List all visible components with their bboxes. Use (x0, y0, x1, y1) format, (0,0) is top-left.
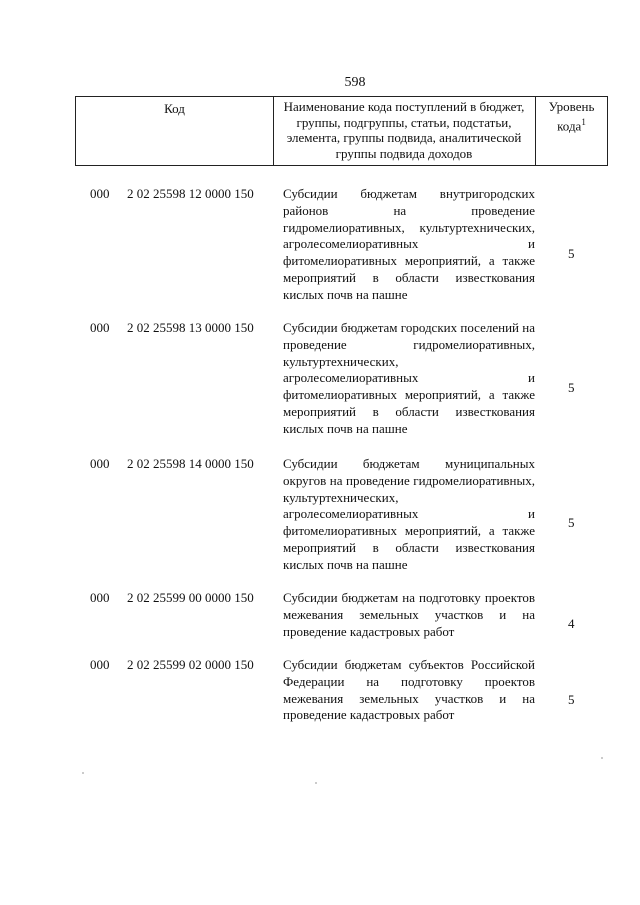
admin-code: 000 (90, 590, 110, 605)
header-name-cell (273, 97, 536, 165)
code-level: 5 (568, 515, 575, 530)
code-name: Субсидии бюджетам субъектов Российской Федерации на подготовку проектов межевания земельных участков и на проведение кадастровых работ (283, 657, 535, 723)
admin-code: 000 (90, 186, 110, 201)
code-name: Субсидии бюджетам муниципальных округов на проведение гидромелиоративных, культуртехнических, агролесомелиоративных и фитомелиоративных мероприятий, а также мероприятий в области известкования кислых почв на пашне (283, 456, 535, 572)
code-name: Субсидии бюджетам на подготовку проектов межевания земельных участков и на проведение кадастровых работ (283, 590, 535, 639)
header-level-footnote: 1 (581, 116, 586, 127)
budget-code: 2 02 25598 13 0000 150 (127, 320, 254, 335)
header-code-cell (76, 97, 274, 165)
scan-speck (315, 782, 317, 784)
admin-code: 000 (90, 456, 110, 471)
scan-speck (82, 772, 84, 774)
code-level: 4 (568, 616, 575, 631)
scan-speck (601, 757, 603, 759)
code-level: 5 (568, 380, 575, 395)
table-header (75, 96, 608, 166)
code-level: 5 (568, 692, 575, 707)
budget-code: 2 02 25599 02 0000 150 (127, 657, 254, 672)
code-name: Субсидии бюджетам внутригородских районов на проведение гидромелиоративных, культуртехнических, агролесомелиоративных и фитомелиоративных мероприятий, а также мероприятий в области известкования кислых почв на пашне (283, 186, 535, 302)
header-level-label: Уровень кода (548, 99, 595, 133)
header-level-cell (536, 97, 607, 165)
admin-code: 000 (90, 657, 110, 672)
code-level: 5 (568, 246, 575, 261)
budget-code: 2 02 25598 12 0000 150 (127, 186, 254, 201)
header-name-label: Наименование кода поступлений в бюджет, группы, подгруппы, статьи, подстатьи, элемента, группы подвида, аналитической группы подвида доходов (283, 99, 525, 161)
budget-code: 2 02 25598 14 0000 150 (127, 456, 254, 471)
code-name: Субсидии бюджетам городских поселений на проведение гидромелиоративных, культуртехнических, агролесомелиоративных и фитомелиоративных мероприятий, а также мероприятий в области известкования кислых почв на пашне (283, 320, 535, 436)
header-code-label: Код (164, 101, 185, 116)
admin-code: 000 (90, 320, 110, 335)
budget-code: 2 02 25599 00 0000 150 (127, 590, 254, 605)
page-number: 598 (344, 75, 366, 90)
